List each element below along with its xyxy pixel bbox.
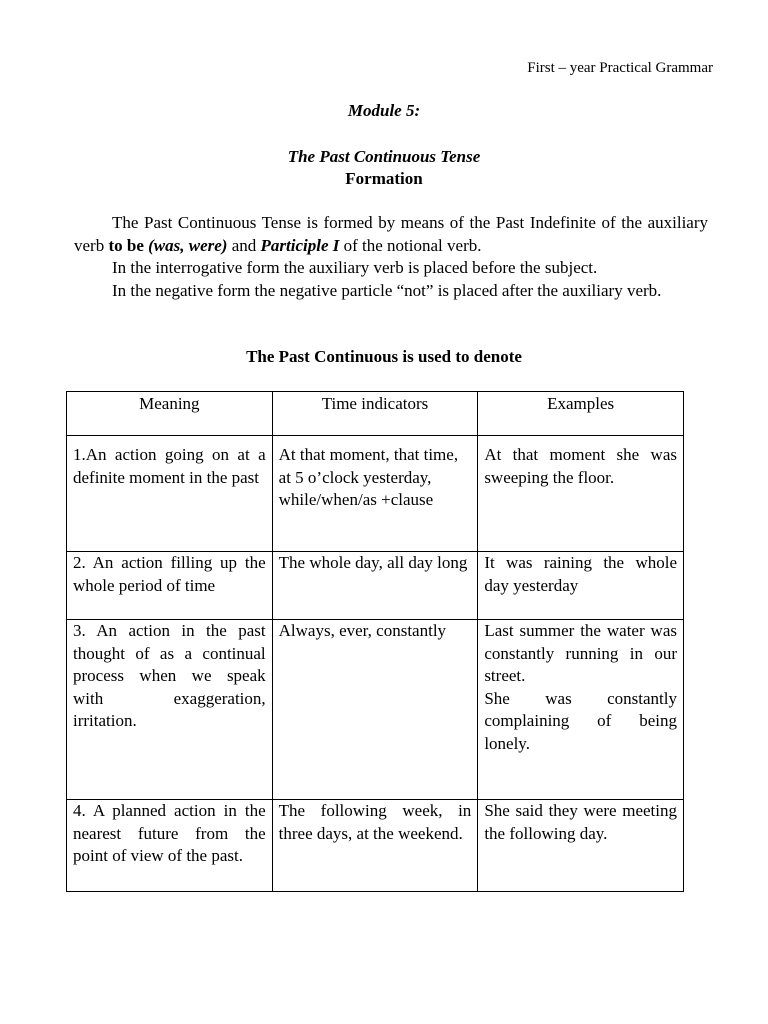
paragraph-interrogative: In the interrogative form the auxiliary verb is placed before the subject. — [112, 258, 598, 277]
table-row — [67, 800, 684, 892]
meaning-cell — [67, 800, 273, 892]
time-cell — [272, 620, 478, 800]
p1-and: and — [227, 235, 261, 255]
header-examples: Examples — [478, 392, 684, 436]
time-line: Always, ever, constantly — [278, 621, 447, 640]
example-text: Last summer the water was constantly running in our street. — [484, 621, 677, 685]
header-time-indicators: Time indicators — [272, 392, 478, 436]
time-cell — [272, 800, 478, 892]
formation-text — [74, 212, 708, 302]
course-header: First – year Practical Grammar — [527, 60, 713, 76]
p1-end: of the notional verb. — [339, 235, 482, 255]
example-cell — [478, 620, 684, 800]
example-text: She said they were meeting the following day. — [484, 801, 677, 843]
time-line: The whole day, all day long — [278, 553, 468, 572]
section-title: Formation — [345, 169, 423, 188]
paragraph-negative: In the negative form the negative particle “not” is placed after the auxiliary verb. — [112, 280, 662, 300]
meaning-cell — [67, 620, 273, 800]
to-be-term: to be — [108, 235, 144, 255]
usage-table — [66, 391, 684, 892]
example-cell — [478, 552, 684, 620]
p1-text: The Past Continuous Tense is formed by means of the Past Indefinite of the auxiliary verb — [74, 213, 708, 255]
paragraph-formation — [74, 212, 708, 257]
meaning-text: 3. An action in the past thought of as a continual process when we speak with exaggeration, irritation. — [73, 621, 266, 730]
time-line: at 5 o’clock yesterday, — [278, 467, 432, 487]
example-cell — [478, 436, 684, 552]
time-line: At that moment, that time, — [278, 445, 459, 464]
meaning-text: 1.An action going on at a definite moment in the past — [73, 445, 266, 487]
time-line: while/when/as +clause — [278, 490, 434, 509]
meaning-text: 4. A planned action in the nearest future from the point of view of the past. — [73, 801, 266, 865]
table-header-row — [67, 392, 684, 436]
example-cell — [478, 800, 684, 892]
meaning-cell — [67, 552, 273, 620]
meaning-text: 2. An action filling up the whole period of time — [73, 553, 266, 595]
usage-heading: The Past Continuous is used to denote — [246, 347, 522, 366]
header-meaning: Meaning — [67, 392, 273, 436]
meaning-cell — [67, 436, 273, 552]
tense-title: The Past Continuous Tense — [287, 147, 481, 166]
table-row — [67, 552, 684, 620]
was-were-term: (was, were) — [148, 235, 228, 255]
module-title: Module 5: — [347, 101, 421, 120]
example-text: It was raining the whole day yesterday — [484, 553, 677, 595]
time-cell — [272, 436, 478, 552]
table-row — [67, 620, 684, 800]
example-text: At that moment she was sweeping the floor. — [484, 445, 677, 487]
time-cell — [272, 552, 478, 620]
table-row — [67, 436, 684, 552]
example-text: She was constantly complaining of being lonely. — [484, 688, 677, 753]
time-line: The following week, in three days, at the weekend. — [278, 801, 472, 843]
participle-term: Participle I — [260, 235, 340, 255]
